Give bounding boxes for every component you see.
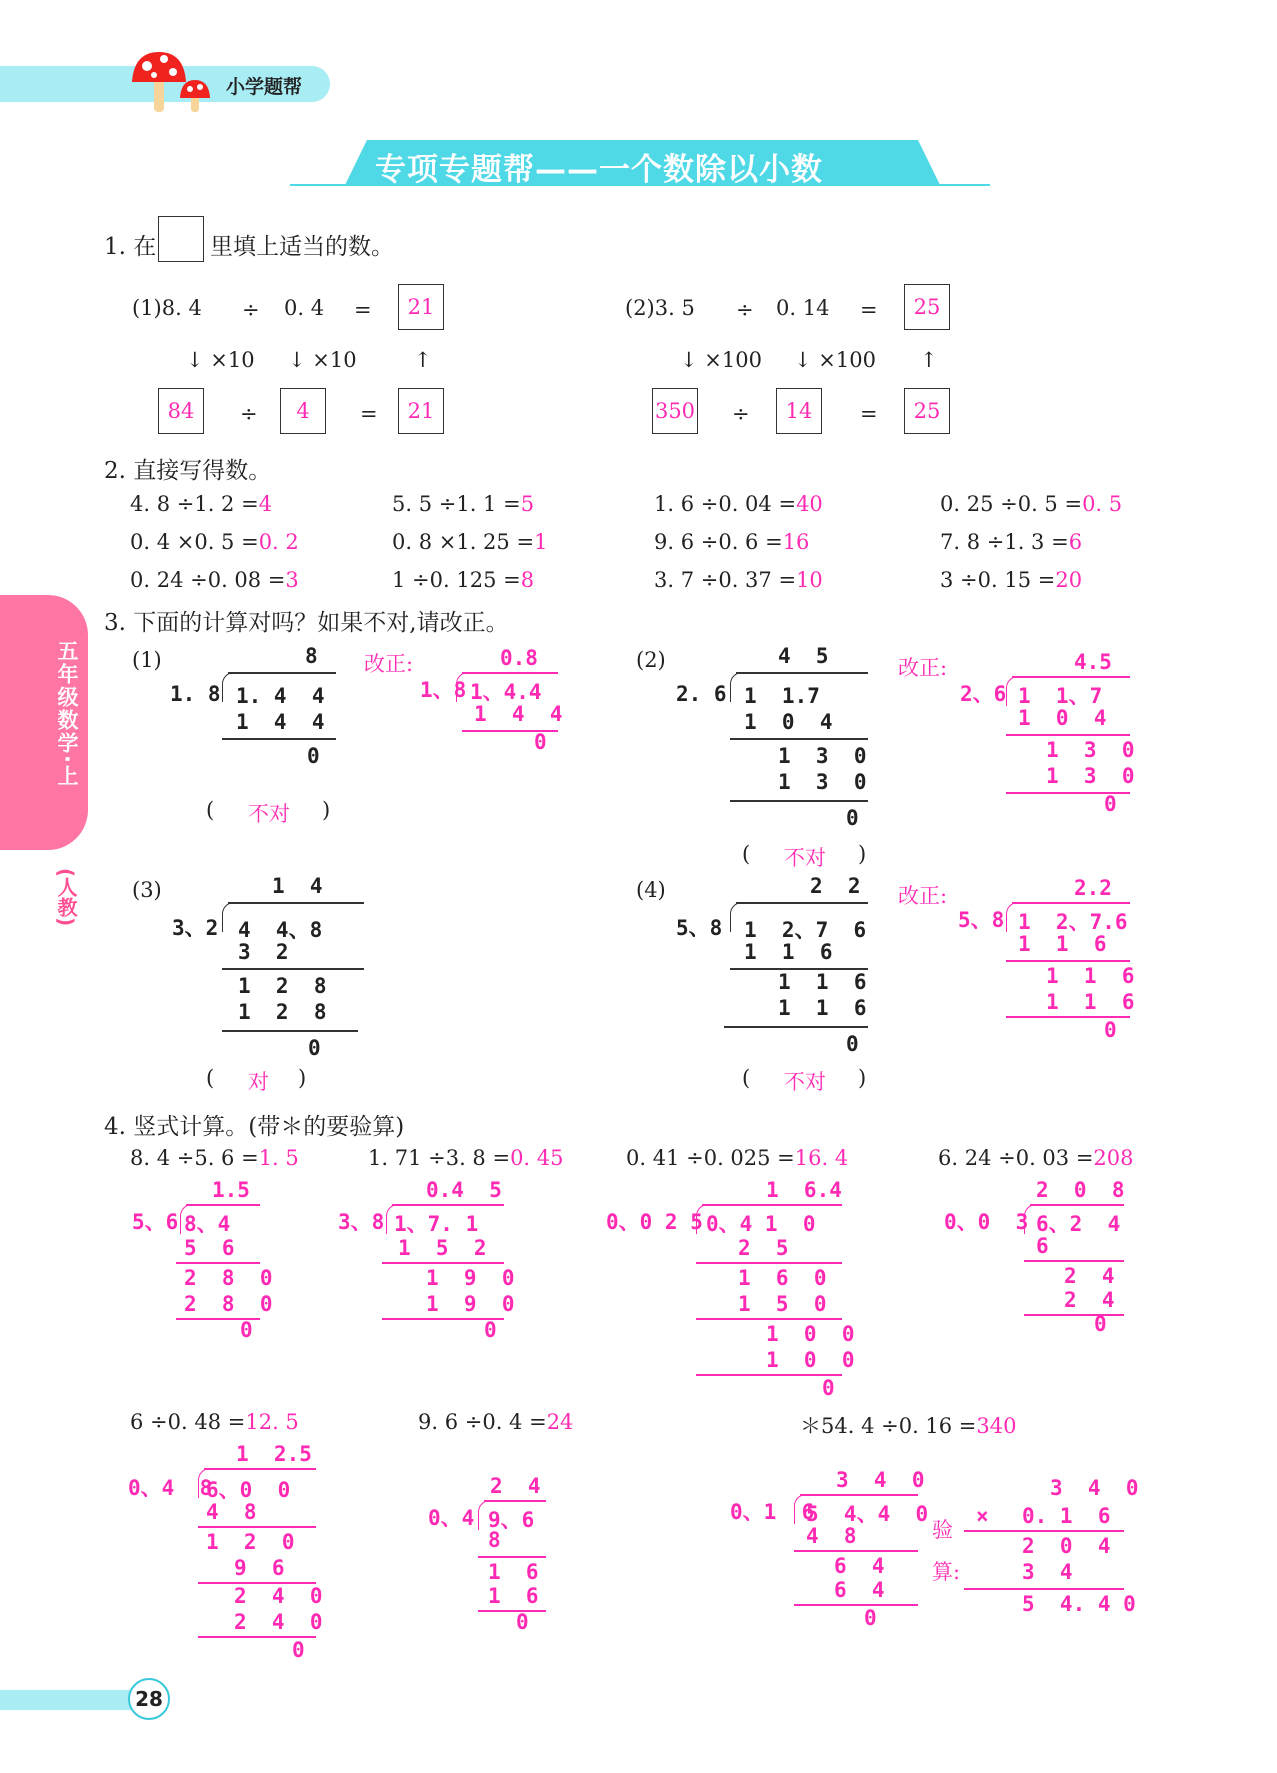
q4-e7-sub3: 6 4	[834, 1578, 885, 1602]
q3-p2-c-dividend: 1 1、7	[1018, 684, 1103, 708]
q1-p2-divisor: 0. 14	[776, 296, 830, 320]
q1-p2-row-eq: =	[860, 402, 878, 426]
q1-p2-eq: =	[860, 298, 878, 322]
q4-title: 4. 竖式计算。(带＊的要验算)	[104, 1114, 405, 1140]
q1-p1-answer-box: 21	[398, 284, 444, 330]
q4-e5-sub1: 4 8	[206, 1500, 257, 1524]
q3-p3-label: (3)	[132, 878, 162, 902]
q3-p1-rparen: )	[322, 798, 331, 822]
q1-p1-mult2: ↓ ×10	[288, 348, 357, 372]
q4-e4-sub1: 6	[1036, 1234, 1049, 1258]
q2-item: 0. 8 ×1. 25 =1	[392, 530, 548, 554]
q3-p2-sub3: 1 3 0	[778, 770, 867, 794]
q3-p1-bracket	[222, 672, 234, 702]
q1-p2-box-b: 14	[776, 388, 822, 434]
q4-e3-sub1: 2 5	[738, 1236, 789, 1260]
q2-item: 0. 25 ÷0. 5 =0. 5	[940, 492, 1123, 516]
q3-p1-lparen: (	[206, 798, 215, 822]
q4-e5-dividend: 6、0 0	[206, 1478, 291, 1502]
q3-p2-c-remainder: 0	[1104, 792, 1117, 816]
q4-e3-dividend: 0、4 1 0	[706, 1212, 816, 1236]
q4-e6-remainder: 0	[516, 1610, 529, 1634]
q4-check-times: ×	[976, 1504, 989, 1528]
q3-p4-sub2: 1 1 6	[778, 970, 867, 994]
q4-check-label-2: 算:	[932, 1560, 961, 1584]
q1-p1-box-c: 21	[398, 388, 444, 434]
q2-item: 0. 24 ÷0. 08 =3	[130, 568, 299, 592]
q3-p1-correct-label: 改正:	[364, 652, 414, 676]
q2-item: 1. 6 ÷0. 04 =40	[654, 492, 823, 516]
q1-p2-label: (2)3. 5	[625, 296, 695, 320]
q4-e1-sub1: 5 6	[184, 1236, 235, 1260]
q4-e7-remainder: 0	[864, 1606, 877, 1630]
q3-p2-lparen: (	[742, 842, 751, 866]
q1-p1-box-a: 84	[158, 388, 204, 434]
q4-e3-sub4: 1 0 0	[766, 1322, 855, 1346]
q4-check-label-1: 验	[932, 1518, 953, 1542]
q4-e3-sub3: 1 5 0	[738, 1292, 827, 1316]
q2-item: 4. 8 ÷1. 2 =4	[130, 492, 273, 516]
q4-e1-quotient: 1.5	[212, 1178, 250, 1202]
q3-p2-rparen: )	[858, 842, 867, 866]
q4-e2-remainder: 0	[484, 1318, 497, 1342]
q3-p1-c-dividend: 1、4.4	[470, 680, 542, 704]
q1-p1-mult1: ↓ ×10	[186, 348, 255, 372]
q3-p2-c-divisor: 2、6	[960, 682, 1007, 706]
q3-p2-quotient: 4 5	[778, 644, 829, 668]
q4-e5-sub4: 2 4 0	[234, 1584, 323, 1608]
q2-item: 5. 5 ÷1. 1 =5	[392, 492, 535, 516]
q4-e5-sub5: 2 4 0	[234, 1610, 323, 1634]
q3-p1-c-quotient: 0.8	[500, 646, 538, 670]
q4-e3-remainder: 0	[822, 1376, 835, 1400]
q3-p2-c-sub2: 1 3 0	[1046, 738, 1135, 762]
q4-e2-dividend: 1、7. 1	[394, 1212, 479, 1236]
q3-p3-sub3: 1 2 8	[238, 1000, 327, 1024]
q3-p4-c-sub1: 1 1 6	[1018, 932, 1107, 956]
q4-e6-dividend: 9、6	[488, 1508, 535, 1532]
q3-p2-verdict: 不对	[784, 846, 826, 870]
q4-e2-expr: 1. 71 ÷3. 8 =0. 45	[368, 1146, 564, 1170]
q3-p3-quotient: 1 4	[272, 874, 323, 898]
q4-e7-sub2: 6 4	[834, 1554, 885, 1578]
q3-p4-dividend: 1 2、7 6	[744, 918, 867, 942]
q3-p4-c-remainder: 0	[1104, 1018, 1117, 1042]
edition-label: (人教)	[54, 868, 78, 927]
q3-p4-c-sub2: 1 1 6	[1046, 964, 1135, 988]
q4-e1-remainder: 0	[240, 1318, 253, 1342]
q4-e1-dividend: 8、4	[184, 1212, 231, 1236]
q4-e3-divisor: 0、0 2 5	[606, 1210, 703, 1234]
q3-p1-c-sub1: 1 4 4	[474, 702, 563, 726]
q4-e7-dividend: 5 4、4 0	[806, 1502, 929, 1526]
q4-e1-sub2: 2 8 0	[184, 1266, 273, 1290]
q3-p4-c-sub3: 1 1 6	[1046, 990, 1135, 1014]
q4-e1-sub3: 2 8 0	[184, 1292, 273, 1316]
q4-e6-sub1: 8	[488, 1528, 501, 1552]
q3-p3-rparen: )	[298, 1066, 307, 1090]
q4-e7-sub1: 4 8	[806, 1524, 857, 1548]
q3-p3-sub1: 3 2	[238, 940, 289, 964]
q4-e1-expr: 8. 4 ÷5. 6 =1. 5	[130, 1146, 299, 1170]
q1-p1-op: ÷	[242, 298, 260, 322]
q3-p1-sub1: 1 4 4	[236, 710, 325, 734]
brand-title: 小学题帮	[226, 76, 303, 98]
q4-check-partial-2: 3 4	[1022, 1560, 1073, 1584]
q3-p4-rparen: )	[858, 1066, 867, 1090]
q1-p2-answer-box: 25	[904, 284, 950, 330]
q3-p2-c-sub3: 1 3 0	[1046, 764, 1135, 788]
q4-e4-expr: 6. 24 ÷0. 03 =208	[938, 1146, 1134, 1170]
page-number: 28	[128, 1678, 170, 1720]
q4-e4-quotient: 2 0 8	[1036, 1178, 1125, 1202]
q4-e7-quotient: 3 4 0	[836, 1468, 925, 1492]
q3-p1-divisor: 1. 8	[170, 682, 221, 706]
q3-p1-quotient: 8	[305, 644, 318, 668]
q1-p2-up-arrow: ↑	[920, 348, 938, 372]
footer-band	[0, 1690, 140, 1710]
q2-item: 1 ÷0. 125 =8	[392, 568, 535, 592]
q4-e5-sub2: 1 2 0	[206, 1530, 295, 1554]
q3-p2-c-quotient: 4.5	[1074, 650, 1112, 674]
q3-p3-lparen: (	[206, 1066, 215, 1090]
q3-p2-divisor: 2. 6	[676, 682, 727, 706]
q1-p2-row-op: ÷	[732, 402, 750, 426]
q3-p4-sub1: 1 1 6	[744, 940, 833, 964]
q1-p1-row-eq: =	[360, 402, 378, 426]
q4-e6-sub2: 1 6	[488, 1560, 539, 1584]
q1-p1-label: (1)8. 4	[132, 296, 202, 320]
q4-e4-sub2: 2 4	[1064, 1264, 1115, 1288]
q3-p3-dividend: 4 4、8	[238, 918, 323, 942]
q3-p2-label: (2)	[636, 648, 666, 672]
q3-p4-quotient: 2 2	[810, 874, 861, 898]
q4-e2-divisor: 3、8	[338, 1210, 385, 1234]
mushroom-icon	[128, 46, 216, 118]
q3-p3-sub2: 1 2 8	[238, 974, 327, 998]
page-title: 专项专题帮——一个数除以小数	[375, 152, 823, 188]
q4-e2-sub2: 1 9 0	[426, 1266, 515, 1290]
q4-e4-remainder: 0	[1094, 1312, 1107, 1336]
q2-item: 3. 7 ÷0. 37 =10	[654, 568, 823, 592]
q3-p4-label: (4)	[636, 878, 666, 902]
q3-p3-divisor: 3、2	[172, 916, 219, 940]
q3-p2-sub1: 1 0 4	[744, 710, 833, 734]
q3-p3-remainder: 0	[308, 1036, 321, 1060]
q1-p2-box-c: 25	[904, 388, 950, 434]
q1-p1-divisor: 0. 4	[284, 296, 325, 320]
q3-p2-dividend: 1 1.7	[744, 684, 820, 708]
q4-e5-divisor: 0、4 8	[128, 1476, 213, 1500]
grade-label: 五年级数学·上	[55, 640, 79, 788]
q1-p1-eq: =	[354, 298, 372, 322]
q1-p1-row-op: ÷	[240, 402, 258, 426]
q4-e6-expr: 9. 6 ÷0. 4 =24	[418, 1410, 574, 1434]
q4-e4-divisor: 0、0 3	[944, 1210, 1029, 1234]
q3-p4-correct-label: 改正:	[898, 884, 948, 908]
q3-p4-verdict: 不对	[784, 1070, 826, 1094]
q3-p4-sub3: 1 1 6	[778, 996, 867, 1020]
q1-instruction: 里填上适当的数。	[210, 234, 394, 260]
q4-check-partial-1: 2 0 4	[1022, 1534, 1111, 1558]
q3-p4-c-quotient: 2.2	[1074, 876, 1112, 900]
q1-p1-box-b: 4	[280, 388, 326, 434]
q3-p1-c-divisor: 1、8	[420, 678, 467, 702]
q1-prefix: 1. 在	[104, 234, 157, 260]
q4-e1-divisor: 5、6	[132, 1210, 179, 1234]
q3-title: 3. 下面的计算对吗？如果不对,请改正。	[104, 610, 509, 636]
q2-item: 3 ÷0. 15 =20	[940, 568, 1083, 592]
q4-check-top: 3 4 0	[1050, 1476, 1139, 1500]
q4-e2-sub3: 1 9 0	[426, 1292, 515, 1316]
q3-p2-remainder: 0	[846, 806, 859, 830]
q1-empty-box	[158, 216, 204, 262]
q4-e4-sub3: 2 4	[1064, 1288, 1115, 1312]
q3-p4-lparen: (	[742, 1066, 751, 1090]
q4-e6-sub3: 1 6	[488, 1584, 539, 1608]
q3-p1-dividend: 1. 4 4	[236, 684, 325, 708]
q3-p4-c-divisor: 5、8	[958, 908, 1005, 932]
q4-e5-expr: 6 ÷0. 48 =12. 5	[130, 1410, 299, 1434]
q3-p4-remainder: 0	[846, 1032, 859, 1056]
q1-p2-op: ÷	[736, 298, 754, 322]
q3-p1-remainder: 0	[307, 744, 320, 768]
q4-e2-sub1: 1 5 2	[398, 1236, 487, 1260]
q1-p2-mult2: ↓ ×100	[794, 348, 876, 372]
q4-e2-quotient: 0.4 5	[426, 1178, 502, 1202]
q4-e4-dividend: 6、2 4	[1036, 1212, 1121, 1236]
q3-p2-sub2: 1 3 0	[778, 744, 867, 768]
q4-e3-sub2: 1 6 0	[738, 1266, 827, 1290]
q4-e6-quotient: 2 4	[490, 1474, 541, 1498]
q2-title: 2. 直接写得数。	[104, 458, 272, 484]
q4-e6-divisor: 0、4	[428, 1506, 475, 1530]
q4-e5-quotient: 1 2.5	[236, 1442, 312, 1466]
q3-p4-c-dividend: 1 2、7.6	[1018, 910, 1128, 934]
q1-p2-box-a: 350	[652, 388, 698, 434]
q2-item: 7. 8 ÷1. 3 =6	[940, 530, 1083, 554]
q3-p4-divisor: 5、8	[676, 916, 723, 940]
q4-e3-quotient: 1 6.4	[766, 1178, 842, 1202]
q2-item: 9. 6 ÷0. 6 =16	[654, 530, 810, 554]
q3-p2-c-sub1: 1 0 4	[1018, 706, 1107, 730]
q4-e3-expr: 0. 41 ÷0. 025 =16. 4	[626, 1146, 849, 1170]
q1-p2-mult1: ↓ ×100	[680, 348, 762, 372]
q3-p3-verdict: 对	[248, 1070, 269, 1094]
q1-p1-up-arrow: ↑	[414, 348, 432, 372]
q3-p1-label: (1)	[132, 648, 162, 672]
q4-check-multiplier: 0. 1 6	[1022, 1504, 1111, 1528]
q3-p1-verdict: 不对	[248, 802, 290, 826]
q4-e7-expr: ＊54. 4 ÷0. 16 =340	[800, 1414, 1017, 1438]
q4-e5-sub3: 9 6	[234, 1556, 285, 1580]
q2-item: 0. 4 ×0. 5 =0. 2	[130, 530, 299, 554]
q4-e7-divisor: 0、1 6	[730, 1500, 815, 1524]
q4-check-result: 5 4. 4 0	[1022, 1592, 1136, 1616]
q3-p1-c-remainder: 0	[534, 730, 547, 754]
q4-e3-sub5: 1 0 0	[766, 1348, 855, 1372]
q3-p2-correct-label: 改正:	[898, 656, 948, 680]
q4-e5-remainder: 0	[292, 1638, 305, 1662]
